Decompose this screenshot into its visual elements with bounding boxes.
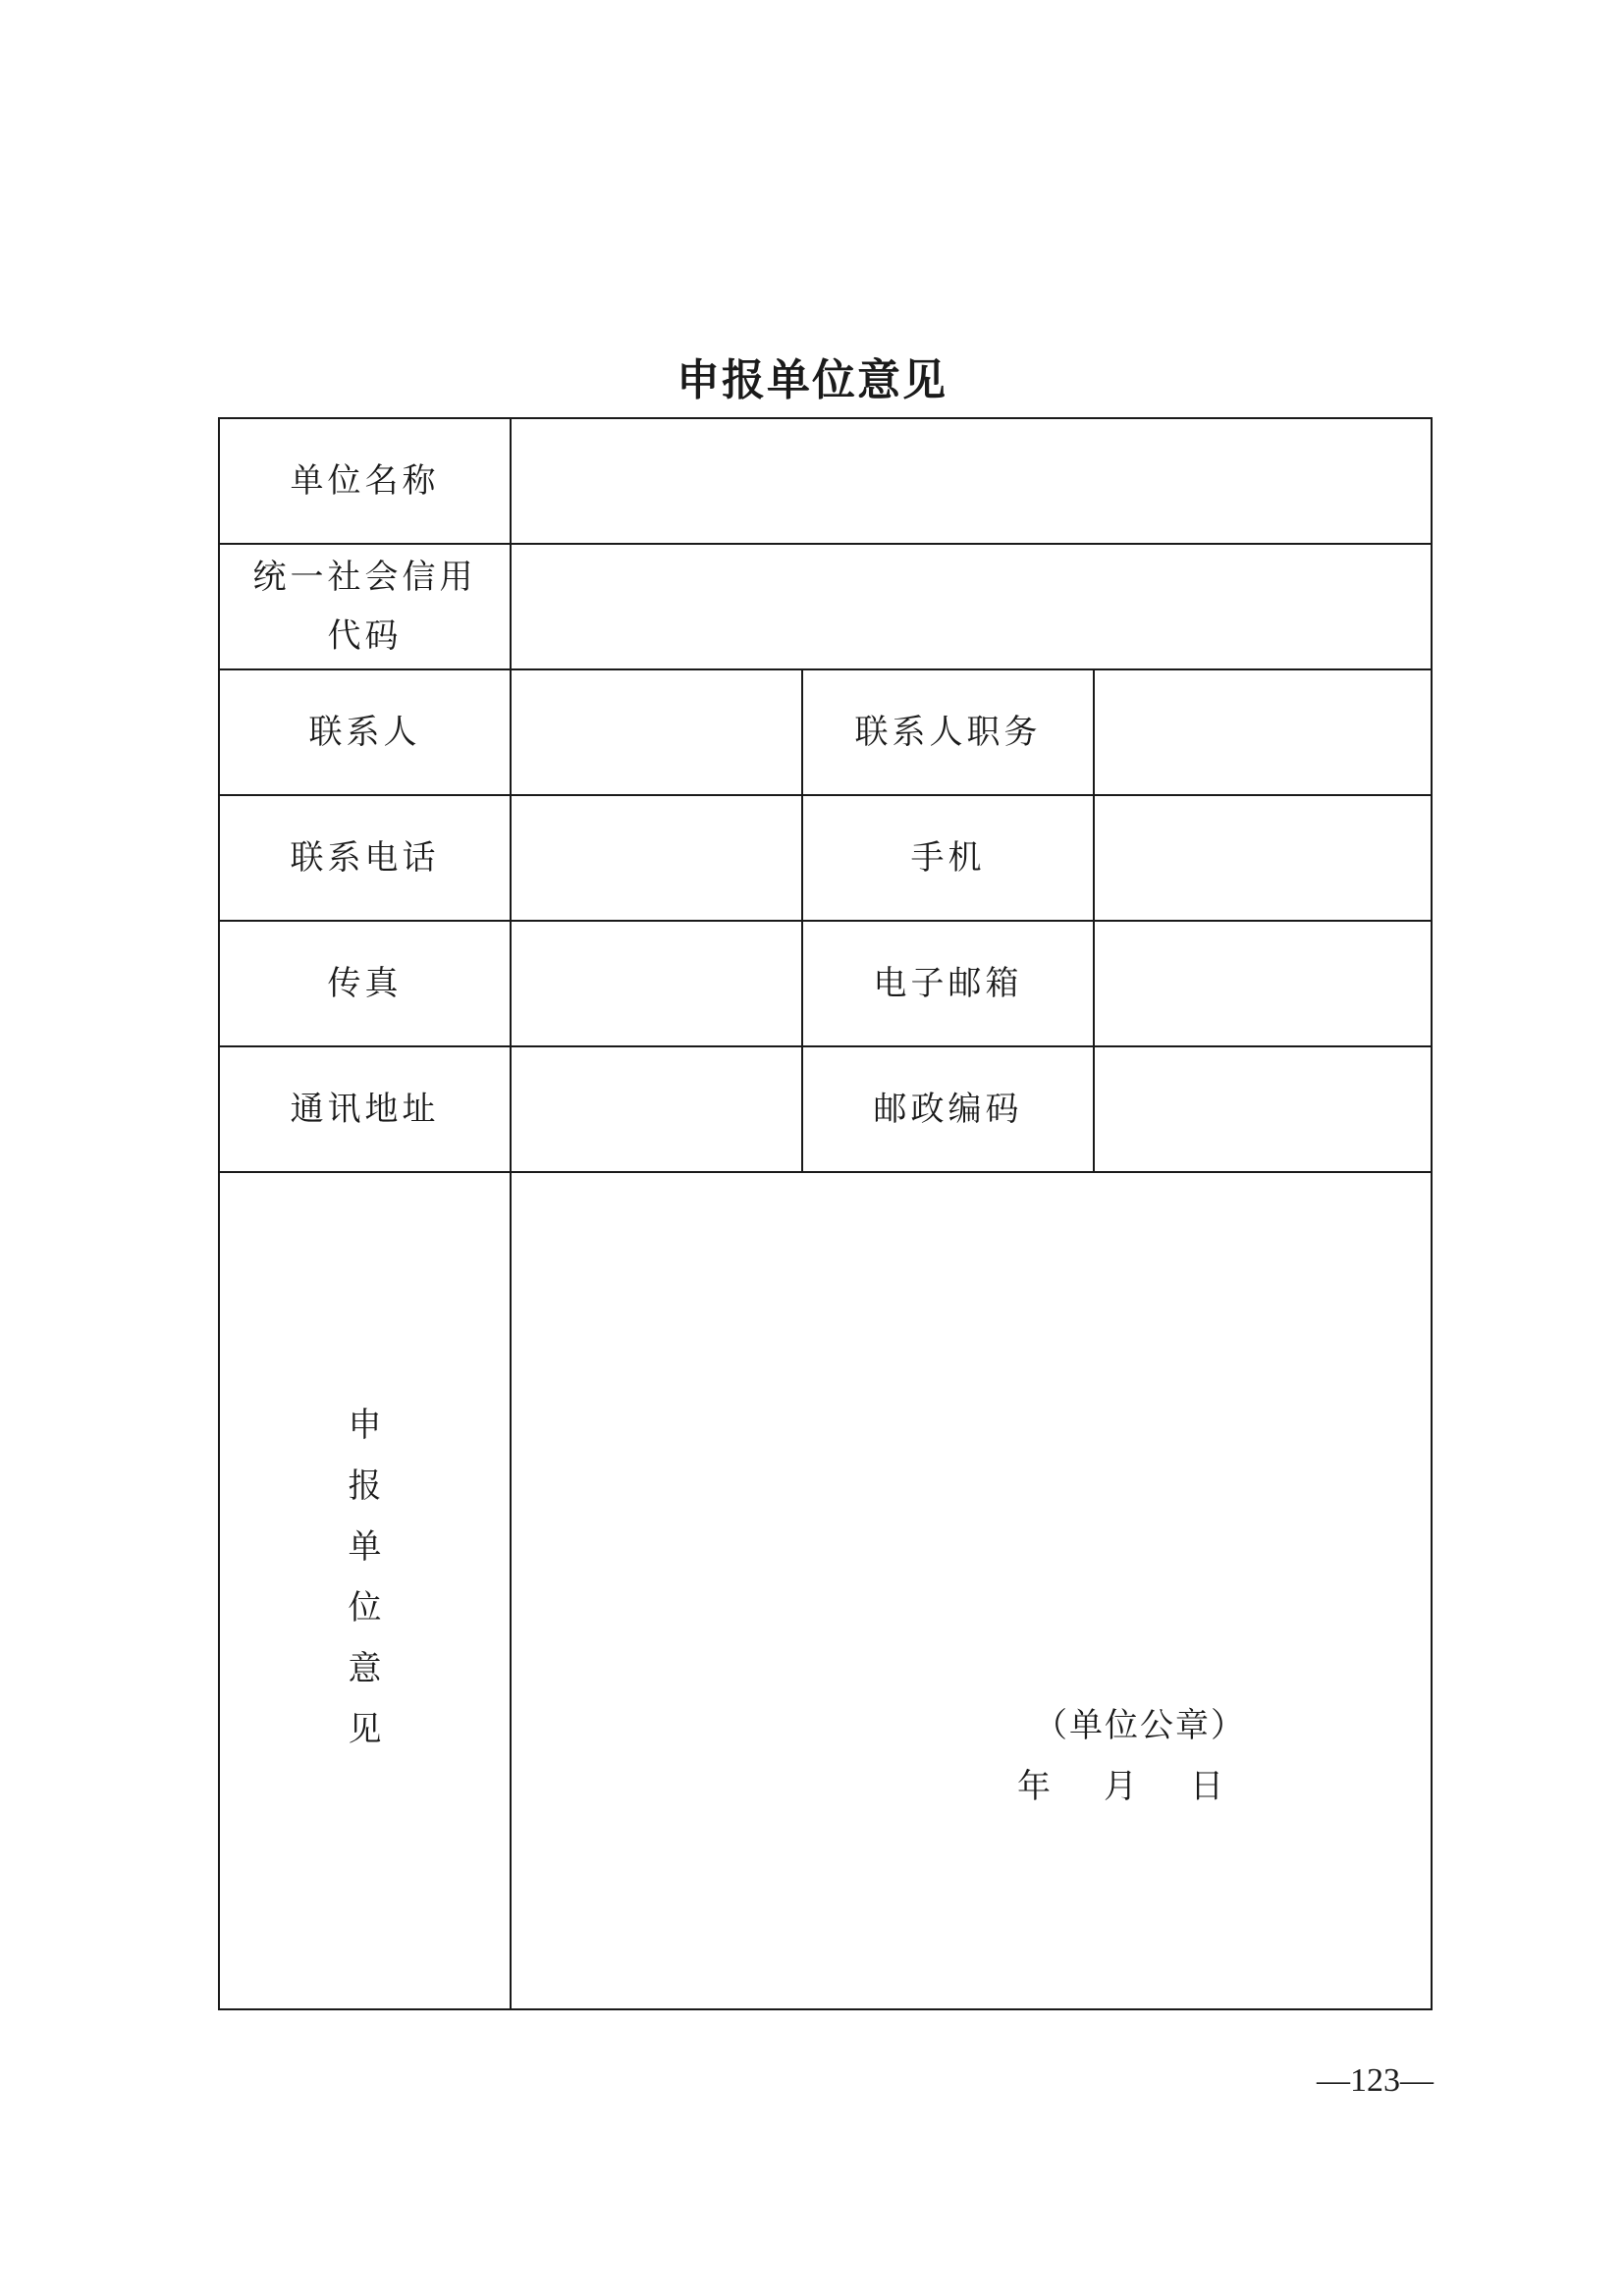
email-label: 电子邮箱 — [802, 921, 1094, 1046]
unit-seal-text: （单位公章） — [1034, 1706, 1246, 1745]
contact-label: 联系人 — [219, 669, 511, 795]
opinion-label: 申报单位意见 — [348, 1405, 382, 1749]
postal-code-field[interactable] — [1094, 1046, 1432, 1172]
page-number: —123— — [1317, 2062, 1434, 2099]
address-row — [219, 1046, 1432, 1172]
contact-title-field[interactable] — [1094, 669, 1432, 795]
fax-field[interactable] — [511, 921, 802, 1046]
opinion-field[interactable] — [511, 1172, 1432, 2009]
mobile-label: 手机 — [802, 795, 1094, 921]
application-form-table — [218, 417, 1433, 2010]
credit-code-row — [219, 544, 1432, 669]
credit-code-field[interactable] — [511, 544, 1432, 669]
postal-code-label: 邮政编码 — [802, 1046, 1094, 1172]
opinion-row — [219, 1172, 1432, 2009]
credit-code-label — [219, 544, 511, 669]
contact-row — [219, 669, 1432, 795]
mobile-field[interactable] — [1094, 795, 1432, 921]
contact-field[interactable] — [511, 669, 802, 795]
date-line: 年 月 日 — [1017, 1767, 1224, 1806]
page-title: 申报单位意见 — [677, 355, 947, 405]
contact-title-label: 联系人职务 — [802, 669, 1094, 795]
credit-code-label-text: 统一社会信用代码 — [252, 558, 477, 656]
unit-name-label: 单位名称 — [219, 418, 511, 544]
fax-label: 传真 — [219, 921, 511, 1046]
phone-field[interactable] — [511, 795, 802, 921]
email-field[interactable] — [1094, 921, 1432, 1046]
unit-name-field[interactable] — [511, 418, 1432, 544]
fax-row — [219, 921, 1432, 1046]
opinion-label-cell — [219, 1172, 511, 2009]
unit-name-row — [219, 418, 1432, 544]
address-field[interactable] — [511, 1046, 802, 1172]
address-label: 通讯地址 — [219, 1046, 511, 1172]
phone-label: 联系电话 — [219, 795, 511, 921]
phone-row — [219, 795, 1432, 921]
